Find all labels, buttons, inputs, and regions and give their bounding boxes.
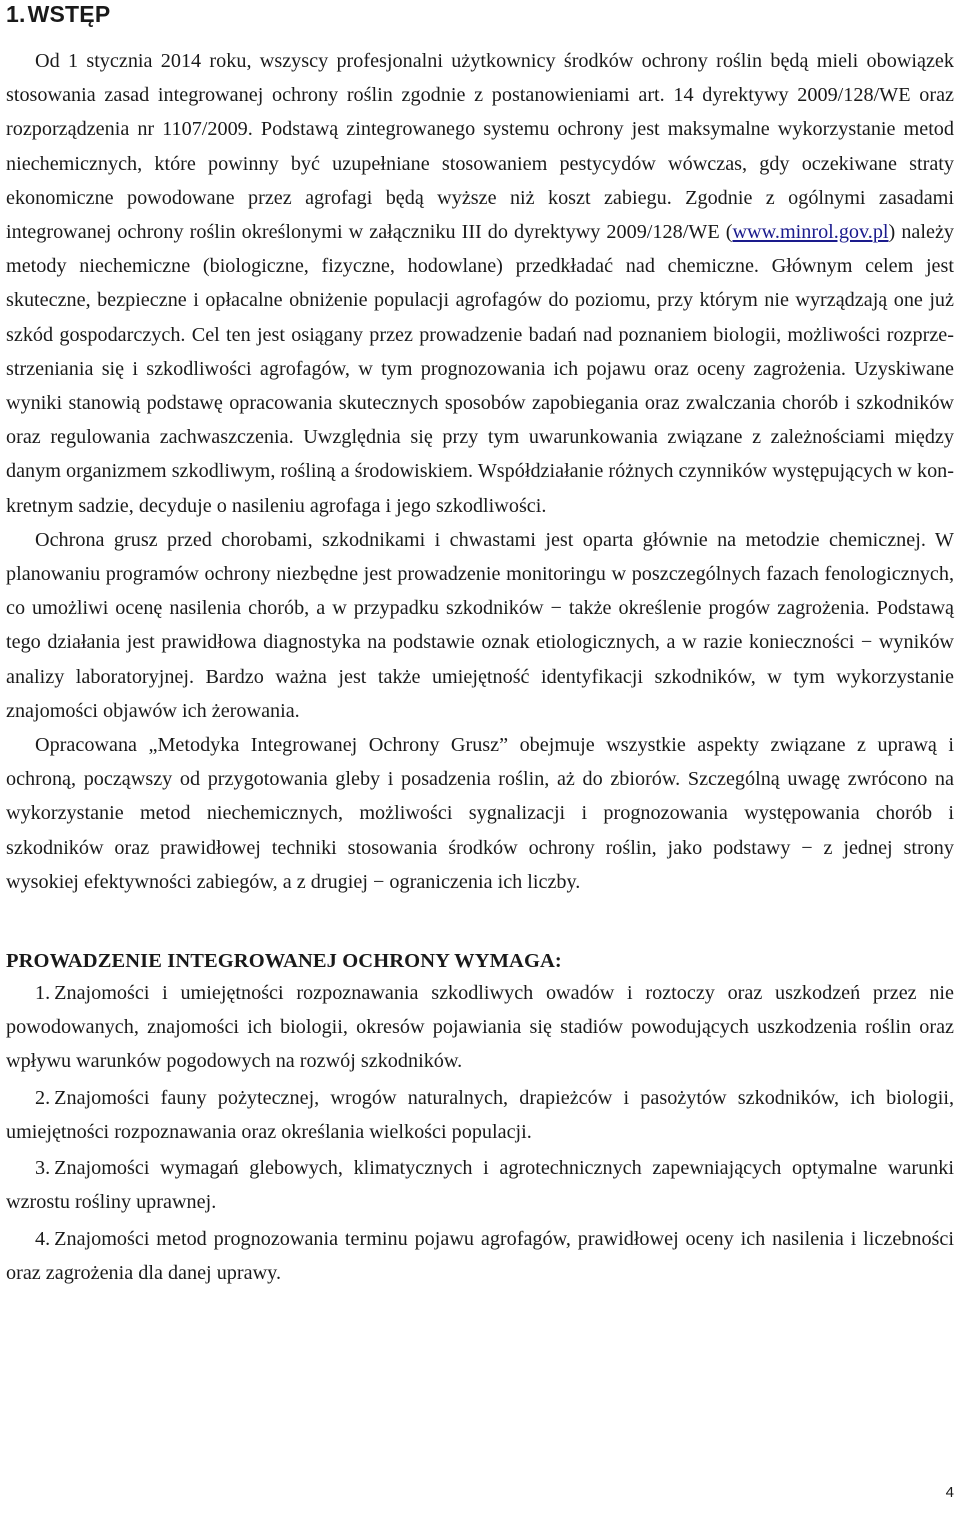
document-page xyxy=(6,0,954,1292)
requirements-heading: PROWADZENIE INTEGROWANEJ OCHRONY WYMAGA: xyxy=(6,950,562,973)
list-item xyxy=(6,976,954,1079)
intro-paragraph-text-after: ) należy metody niechemiczne (biologiczne, fizyczne, hodowlane) przedkładać nad chemiczne. Głównym celem jest skuteczne, bezpieczne i opłacalne obniżenie populacji agrofagów do poziomu, przy którym nie wyrządzają one już szkód gospodarczych. Cel ten jest osiągany przez prowadzenie badań nad poznaniem biologii, możliwości rozprzestrzeniania się i szkodliwości agrofagów, w tym prognozowania ich pojawu oraz oceny zagrożenia. Uzyskiwane wyniki stanowią podstawę opracowania skutecznych sposobów zapobiegania oraz zwalczania chorób i szkodników oraz regulowania zachwaszczenia. Uwzględnia się przy tym uwarunkowania związane z zależnościami między danym organizmem szkodliwym, rośliną a środowiskiem. Współdziałanie różnych czynników występujących w konkretnym sadzie, decyduje o nasileniu agrofaga i jego szkodliwości. xyxy=(6,221,954,517)
section-heading xyxy=(6,0,954,28)
list-item xyxy=(6,1151,954,1219)
intro-paragraph-text-before: Od 1 stycznia 2014 roku, wszyscy profesjonalni użytkownicy środków ochrony roślin będą mieli obowiązek stosowania zasad integrowanej ochrony roślin zgodnie z postanowieniami art. 14 dyrektywy 2009/128/WE oraz rozporządzenia nr 1107/2009. Podstawą zintegrowanego systemu ochrony jest maksymalne wykorzystanie metod niechemicznych, które powinny być uzupełniane stosowaniem pestycydów wówczas, gdy oczekiwane straty ekonomiczne powodowane przez agrofagi będą wyższe niż koszt zabiegu. Zgodnie z ogólnymi zasadami integrowanej ochrony roślin określonymi w załączniku III do dyrektywy 2009/128/WE ( xyxy=(6,50,954,244)
requirements-list xyxy=(6,976,954,1290)
list-item xyxy=(6,1081,954,1149)
list-item-number: 2. xyxy=(35,1086,51,1109)
list-item-text: Znajomości fauny pożytecznej, wrogów naturalnych, drapieżców i pasożytów szkodników, ich biologii, umiejętności rozpoznawania oraz określania wielkości populacji. xyxy=(6,1086,954,1143)
list-item-number: 4. xyxy=(35,1227,51,1250)
protection-paragraph: Ochrona grusz przed chorobami, szkodnikami i chwastami jest oparta głównie na metodzie chemicznej. W planowaniu programów ochrony niezbędne jest prowadzenie monitoringu w poszczególnych fazach fenologicznych, co umożliwi ocenę nasilenia chorób, a w przypadku szkodników − także określenie progów zagrożenia. Podstawą tego działania jest prawidłowa diagnostyka na podstawie oznak etiologicznych, a w razie konieczności − wyników analizy laboratoryjnej. Bardzo ważna jest także umiejętność identyfikacji szkodników, w tym wykorzystanie znajomości objawów ich żerowania. xyxy=(6,528,954,722)
page-number: 4 xyxy=(945,1484,954,1501)
methodology-paragraph: Opracowana „Metodyka Integrowanej Ochrony Grusz” obejmuje wszystkie aspekty związane z uprawą i ochroną, począwszy od przygotowania gleby i posadzenia roślin, aż do zbiorów. Szczególną uwagę zwrócono na wykorzystanie metod niechemicznych, możliwości sygnalizacji i prognozowania występowania chorób i szkodników oraz prawidłowej techniki stosowania środków ochrony roślin, jako podstawy − z jednej strony wysokiej efektywności zabiegów, a z drugiej − ograniczenia ich liczby. xyxy=(6,734,954,893)
list-item-number: 3. xyxy=(35,1157,51,1180)
section-number: 1. xyxy=(6,1,26,27)
list-item xyxy=(6,1222,954,1290)
section-title: WSTĘP xyxy=(27,1,111,27)
intro-paragraph xyxy=(6,44,954,523)
list-item-text: Znajomości metod prognozowania terminu pojawu agrofagów, prawidłowej oceny ich nasilenia i liczebności oraz zagrożenia dla danej uprawy. xyxy=(6,1227,954,1284)
list-item-text: Znajomości i umiejętności rozpoznawania szkodliwych owadów i roztoczy oraz uszkodzeń przez nie powodowanych, znajomości ich biologii, okresów pojawiania się stadiów powodujących uszkodzenia roślin oraz wpływu warunków pogodowych na rozwój szkodników. xyxy=(6,982,954,1073)
minrol-link[interactable]: www.minrol.gov.pl xyxy=(732,221,889,244)
list-item-number: 1. xyxy=(35,982,51,1005)
list-item-text: Znajomości wymagań glebowych, klimatycznych i agrotechnicznych zapewniających optymalne warunki wzrostu rośliny uprawnej. xyxy=(6,1157,954,1214)
